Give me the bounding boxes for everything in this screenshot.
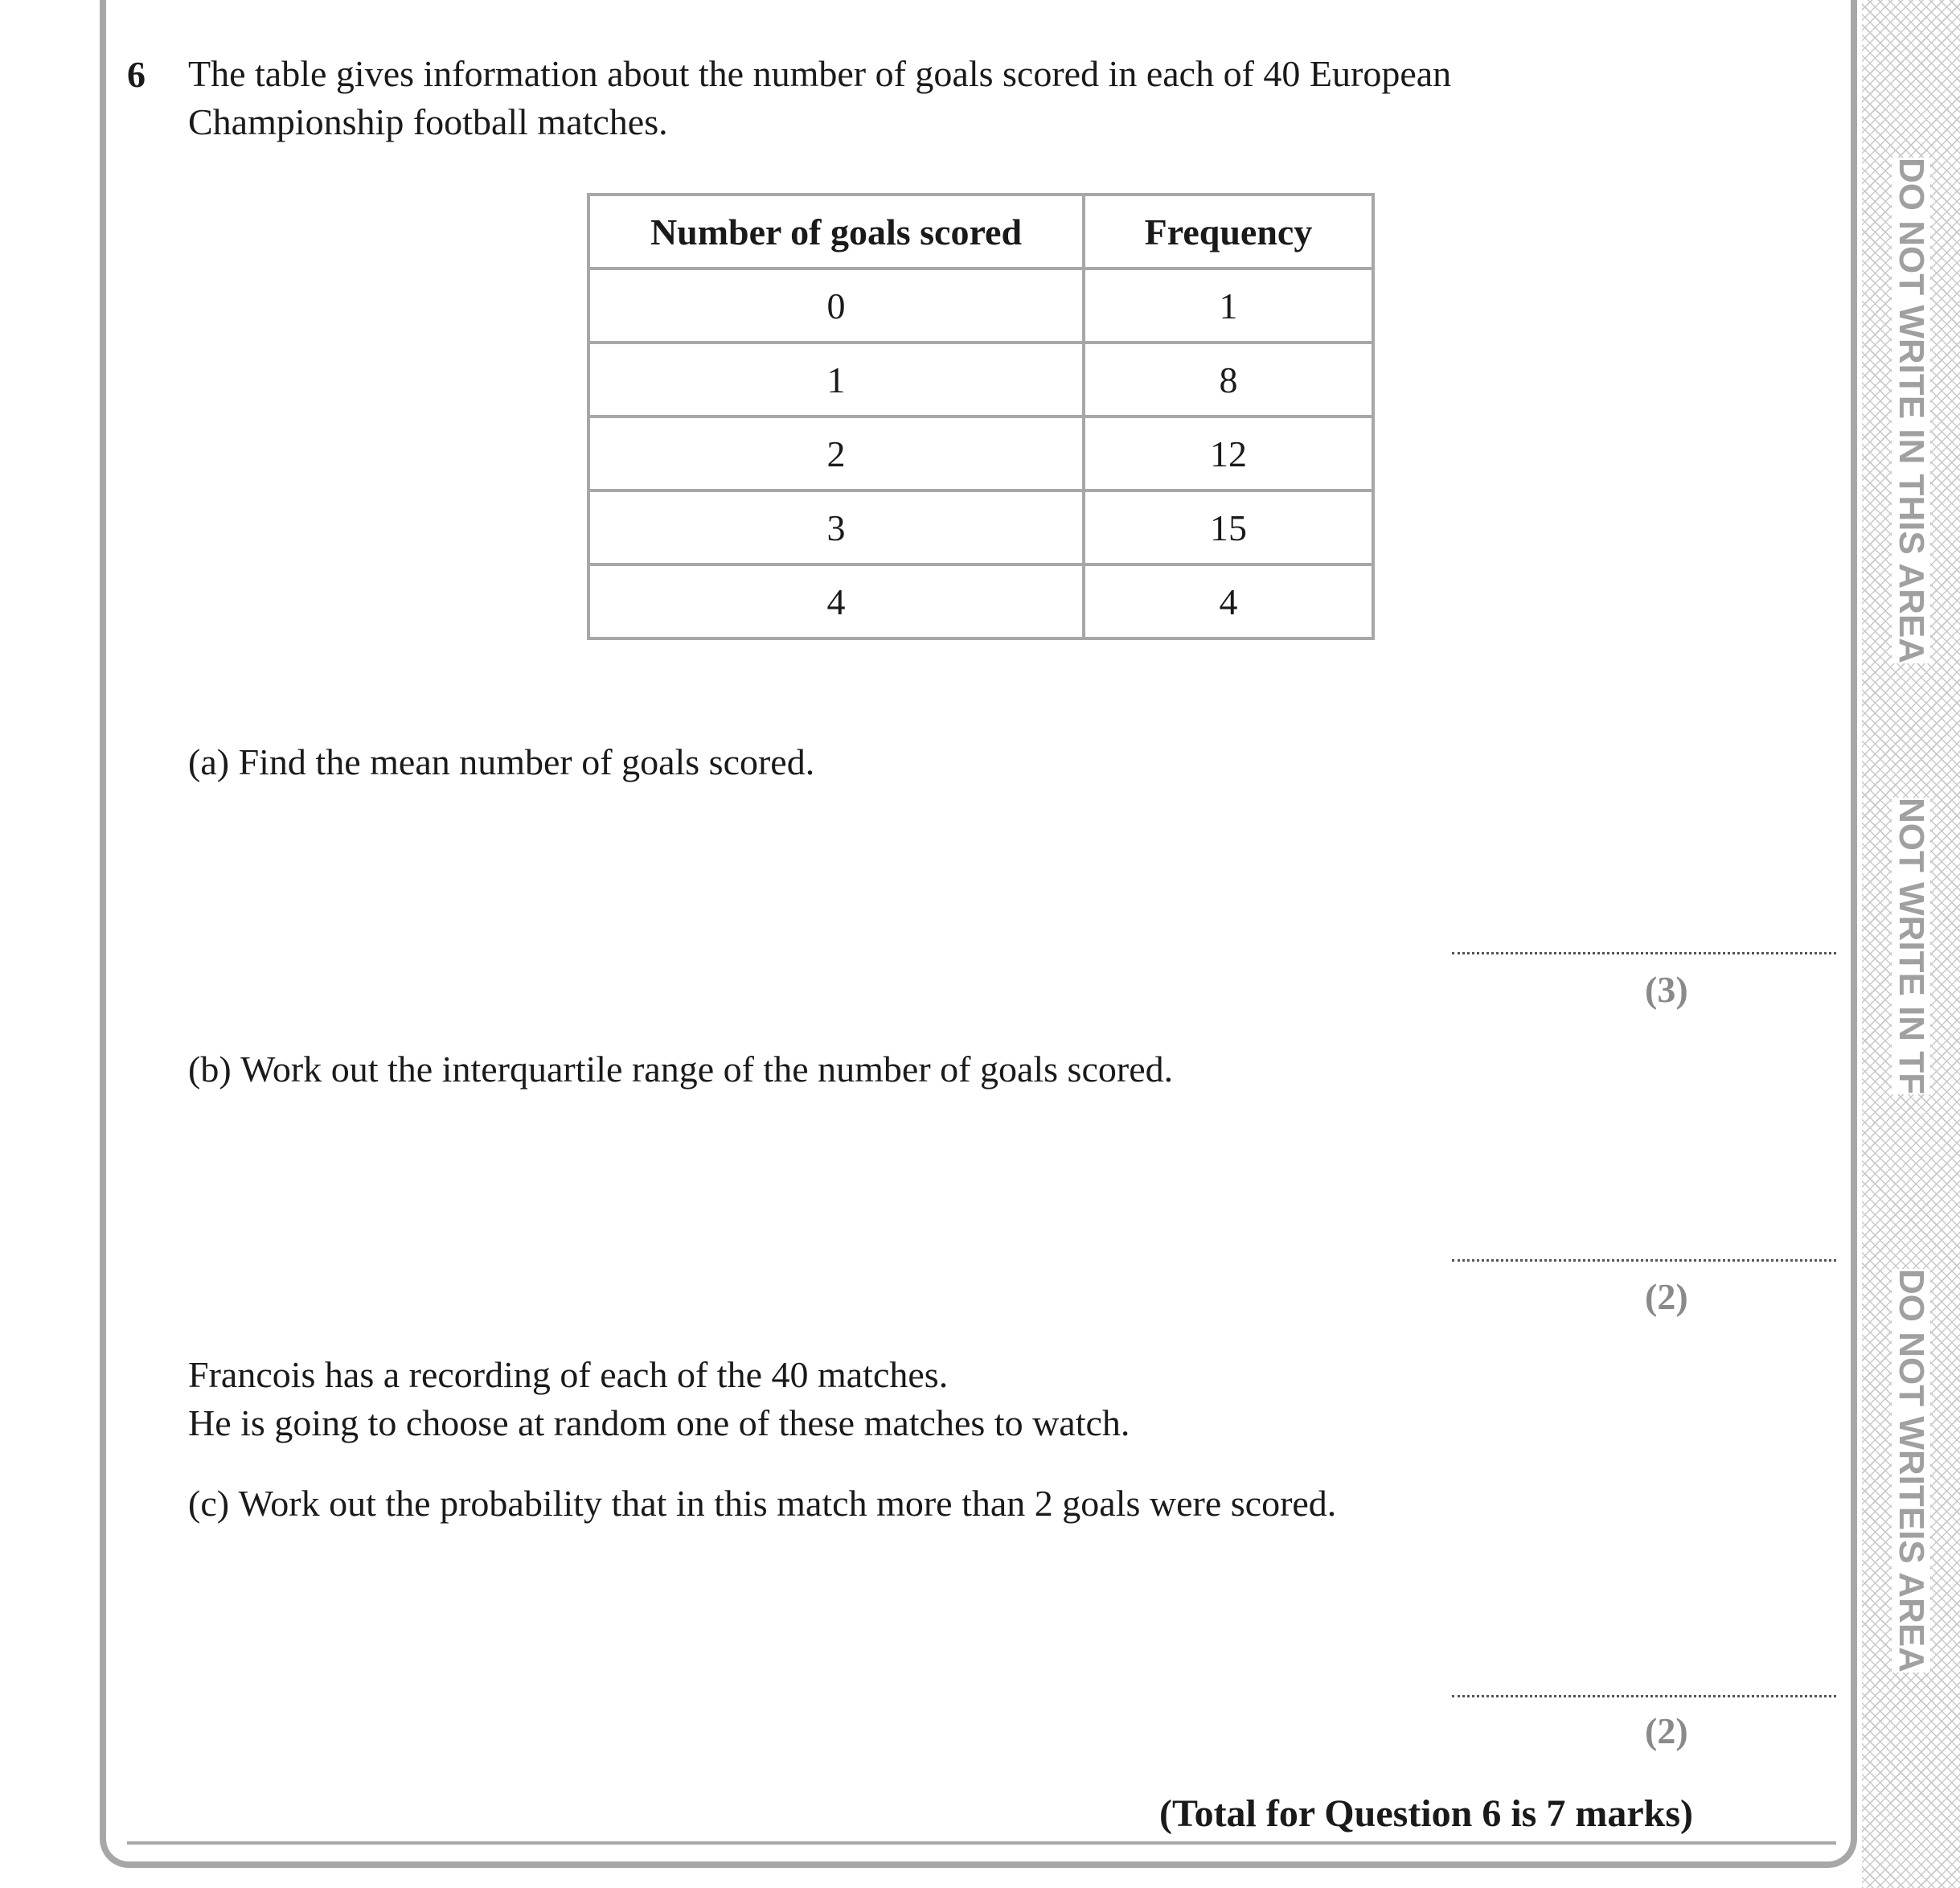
frequency-cell: 12	[1084, 417, 1373, 490]
goals-cell: 0	[588, 269, 1084, 343]
part-a-text: Find the mean number of goals scored.	[238, 741, 815, 782]
answer-line-c[interactable]	[1452, 1695, 1836, 1697]
answer-line-b[interactable]	[1452, 1259, 1836, 1262]
goals-cell: 3	[588, 490, 1084, 564]
frequency-cell: 8	[1084, 343, 1373, 417]
marks-b: (2)	[1645, 1276, 1688, 1317]
table-header-row	[588, 195, 1373, 269]
goals-cell: 2	[588, 417, 1084, 490]
part-c-question	[188, 1480, 1336, 1528]
question-intro	[188, 50, 1451, 146]
frequency-cell: 15	[1084, 490, 1373, 564]
context-line-2: He is going to choose at random one of these matches to watch.	[188, 1402, 1130, 1443]
part-b-question	[188, 1045, 1173, 1094]
part-a-question	[188, 738, 814, 786]
frequency-cell: 1	[1084, 269, 1373, 343]
table-row	[588, 564, 1373, 638]
margin-warning-2: NOT WRITE IN TF	[1892, 798, 1931, 1095]
bottom-rule	[127, 1841, 1836, 1845]
frequency-cell: 4	[1084, 564, 1373, 638]
total-marks: (Total for Question 6 is 7 marks)	[1158, 1792, 1693, 1835]
part-a-label: (a)	[188, 741, 230, 782]
answer-line-a[interactable]	[1452, 952, 1836, 954]
header-goals: Number of goals scored	[588, 195, 1084, 269]
goals-cell: 1	[588, 343, 1084, 417]
part-b-text: Work out the interquartile range of the number of goals scored.	[240, 1049, 1174, 1090]
context-text	[188, 1351, 1130, 1447]
intro-line-2: Championship football matches.	[188, 101, 668, 142]
frequency-table	[587, 193, 1375, 640]
marks-a: (3)	[1645, 969, 1688, 1010]
marks-c: (2)	[1645, 1710, 1688, 1751]
margin-warning-3: DO NOT WRITEIS AREA	[1892, 1269, 1931, 1673]
part-b-label: (b)	[188, 1049, 232, 1090]
part-c-label: (c)	[188, 1483, 230, 1524]
intro-line-1: The table gives information about the number of goals scored in each of 40 European	[188, 53, 1452, 94]
table-row	[588, 417, 1373, 490]
part-c-text: Work out the probability that in this match more than 2 goals were scored.	[238, 1483, 1337, 1524]
context-line-1: Francois has a recording of each of the 40 matches.	[188, 1354, 949, 1395]
question-number: 6	[127, 54, 146, 95]
header-frequency: Frequency	[1084, 195, 1373, 269]
margin-warning-1: DO NOT WRITE IN THIS AREA	[1892, 158, 1931, 664]
goals-cell: 4	[588, 564, 1084, 638]
table-row	[588, 343, 1373, 417]
table-row	[588, 490, 1373, 564]
table-row	[588, 269, 1373, 343]
